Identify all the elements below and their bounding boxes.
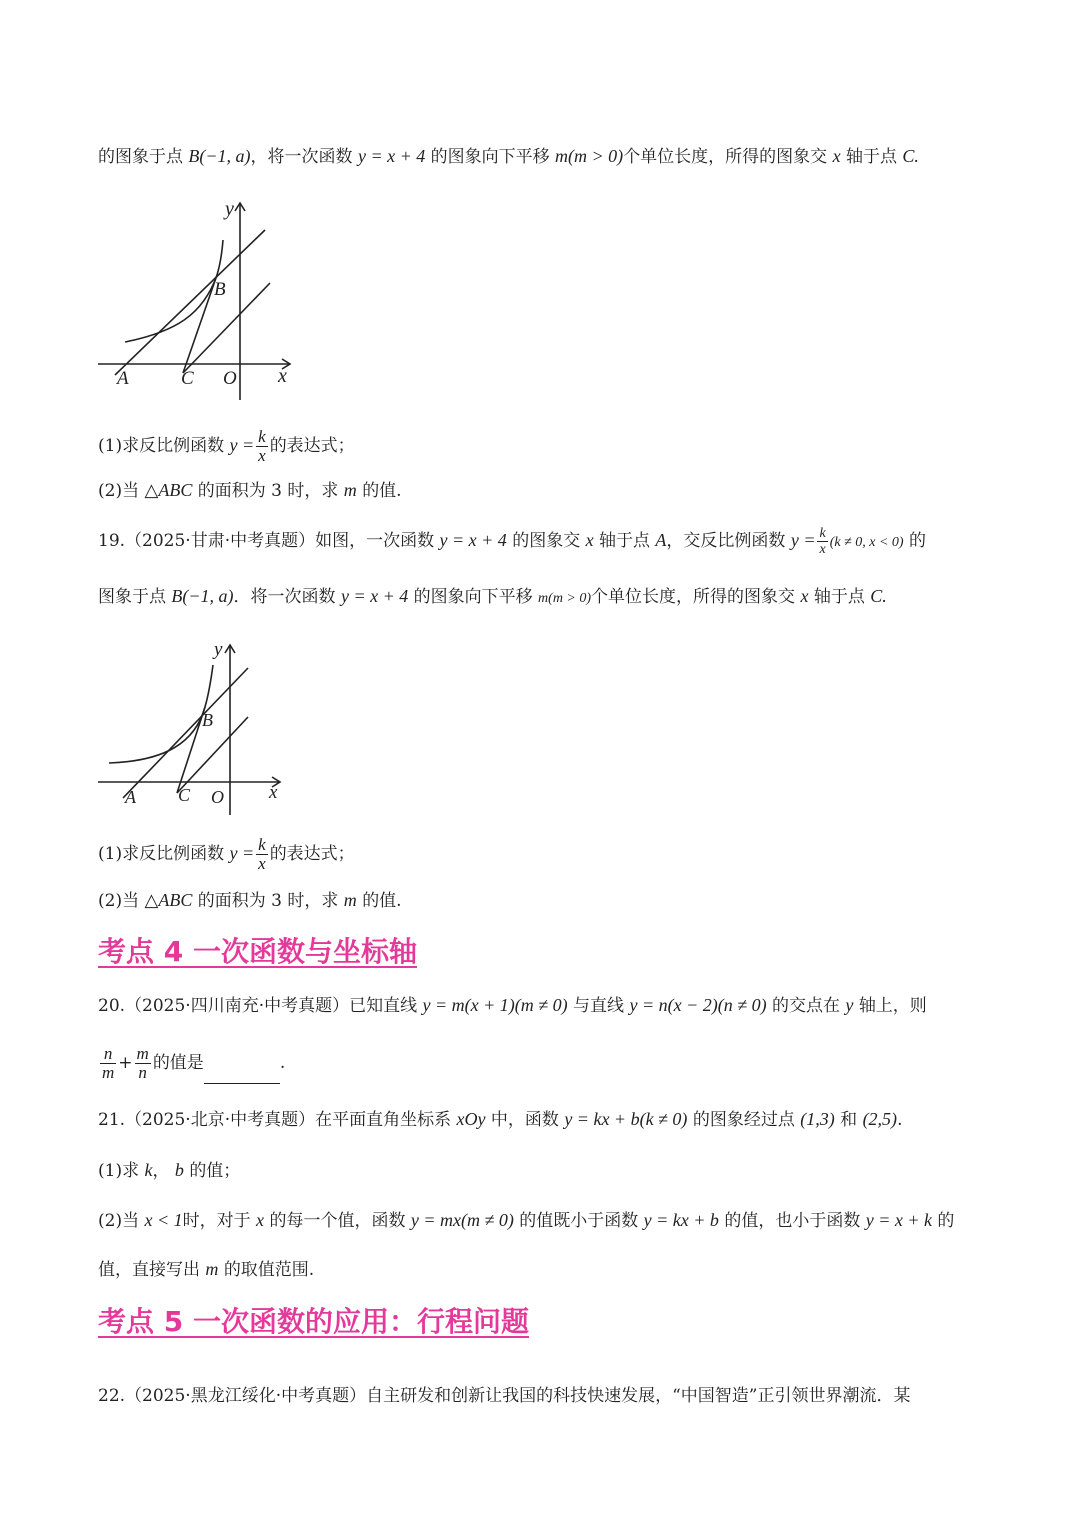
question-part-2: (2)当 △ABC 的面积为 3 时，求 m 的值. [98, 480, 402, 501]
answer-blank[interactable] [204, 1065, 280, 1084]
function-graph-figure-1 [95, 195, 300, 400]
point-label-b: B [202, 710, 213, 730]
hyperbola-curve [125, 240, 223, 342]
question-21-part-1: (1)求 k， b 的值； [98, 1160, 241, 1181]
point-label-a: A [117, 368, 129, 389]
problem-text-line: 的图象于点 B(−1, a)，将一次函数 y = x + 4 的图象向下平移 m(m > 0)个单位长度，所得的图象交 x 轴于点 C. [98, 146, 919, 167]
section-heading-4: 考点 4 一次函数与坐标轴 [98, 935, 417, 968]
hyperbola-curve [109, 665, 213, 763]
function-graph-figure-2 [95, 635, 295, 815]
point-label-c: C [178, 785, 191, 805]
x-axis-label: x [278, 365, 287, 387]
question-20-line-2: $\frac{n}{m}$ + $\frac{m}{n}$ 的值是 . [102, 1044, 286, 1082]
fraction-k-over-x: $\frac{k}{x}$ [258, 835, 266, 873]
fraction-k-over-x: $\frac{k}{x}$ [258, 427, 266, 465]
y-axis-label: y [214, 639, 223, 660]
point-label-b: B [214, 279, 226, 300]
question-21-part-2: (2)当 x < 1时，对于 x 的每一个值，函数 y = mx(m ≠ 0) 的值既小于函数 y = kx + b 的值，也小于函数 y = x + k 的 [98, 1210, 955, 1231]
section-heading-5: 考点 5 一次函数的应用：行程问题 [98, 1305, 529, 1338]
question-part-1: (1)求反比例函数 y = $\frac{k}{x}$ 的表达式； [98, 835, 355, 873]
question-20-line-1: 20.（2025·四川南充·中考真题）已知直线 y = m(x + 1)(m ≠ 0) 与直线 y = n(x − 2)(n ≠ 0) 的交点在 y 轴上，则 [98, 995, 927, 1016]
question-21-part-2-continued: 值，直接写出 m 的取值范围. [98, 1259, 315, 1280]
question-22-line-1: 22.（2025·黑龙江绥化·中考真题）自主研发和创新让我国的科技快速发展，“中国智造”正引领世界潮流．某 [98, 1386, 911, 1406]
x-axis-label: x [269, 782, 278, 803]
origin-label: O [223, 368, 237, 389]
question-19-line-2: 图象于点 B(−1, a)．将一次函数 y = x + 4 的图象向下平移 m(m > 0)个单位长度，所得的图象交 x 轴于点 C. [98, 586, 887, 607]
segment-cb [183, 275, 217, 373]
y-axis-label: y [225, 198, 234, 220]
fraction-n-over-m: $\frac{n}{m}$ [102, 1044, 115, 1082]
question-part-1: (1)求反比例函数 y = $\frac{k}{x}$ 的表达式； [98, 427, 355, 465]
point-label-a: A [125, 787, 136, 807]
question-19-line-1: 19.（2025·甘肃·中考真题）如图，一次函数 y = x + 4 的图象交 x 轴于点 A，交反比例函数 y = $\frac{k}{x}$ (k ≠ 0, x < 0) 的 [98, 526, 926, 557]
fraction-m-over-n: $\frac{m}{n}$ [136, 1044, 149, 1082]
point-label-c: C [181, 368, 194, 389]
fraction-k-over-x: $\frac{k}{x}$ [819, 526, 826, 557]
question-part-2: (2)当 △ABC 的面积为 3 时，求 m 的值. [98, 890, 402, 911]
origin-label: O [211, 787, 224, 807]
question-21-line-1: 21.（2025·北京·中考真题）在平面直角坐标系 xOy 中，函数 y = kx + b(k ≠ 0) 的图象经过点 (1,3) 和 (2,5). [98, 1109, 903, 1130]
